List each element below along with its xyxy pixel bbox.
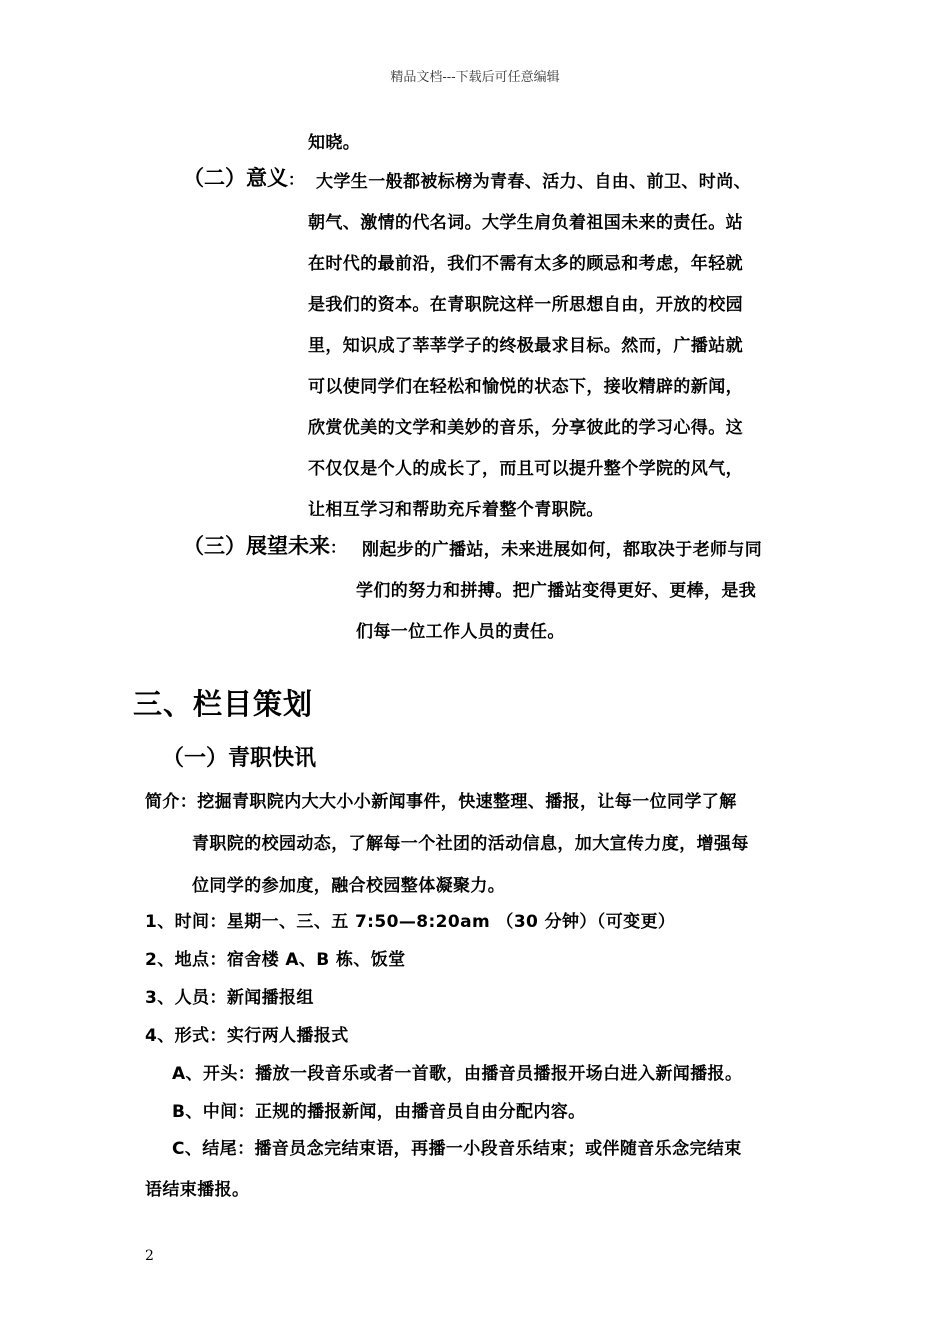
format-step: C、结尾：播音员念完结束语，再播一小段音乐结束；或伴随音乐念完结束	[172, 1139, 742, 1159]
list-item: 2、地点：宿舍楼 A、B 栋、饭堂	[145, 950, 406, 970]
page-number: 2	[145, 1248, 154, 1264]
future-line: 们每一位工作人员的责任。	[356, 622, 565, 642]
format-step: A、开头：播放一段音乐或者一首歌，由播音员播报开场白进入新闻播报。	[172, 1064, 743, 1084]
page-header: 精品文档---下载后可任意编辑	[390, 70, 560, 85]
meaning-line: 在时代的最前沿，我们不需有太多的顾忌和考虑，年轻就	[308, 254, 743, 274]
section-title: 三、栏目策划	[133, 687, 314, 721]
meaning-colon: ：	[288, 170, 305, 189]
meaning-line: 不仅仅是个人的成长了，而且可以提升整个学院的风气，	[308, 459, 743, 479]
intro-line: 位同学的参加度，融合校园整体凝聚力。	[192, 876, 506, 896]
subsection-title: （一）青职快讯	[162, 746, 317, 771]
continued-line: 知晓。	[308, 133, 361, 153]
future-line: 学们的努力和拼搏。把广播站变得更好、更棒，是我	[356, 581, 757, 601]
meaning-line: 可以使同学们在轻松和愉悦的状态下，接收精辟的新闻，	[308, 377, 743, 397]
intro-line: 简介：挖掘青职院内大大小小新闻事件，快速整理、播报，让每一位同学了解	[145, 792, 737, 812]
meaning-line: 欣赏优美的文学和美妙的音乐，分享彼此的学习心得。这	[308, 418, 743, 438]
future-line: 刚起步的广播站，未来进展如何，都取决于老师与同	[362, 540, 763, 560]
intro-line: 青职院的校园动态，了解每一个社团的活动信息，加大宣传力度，增强每	[192, 834, 749, 854]
future-colon: ：	[330, 538, 347, 557]
meaning-heading	[183, 162, 304, 192]
meaning-line: 大学生一般都被标榜为青春、活力、自由、前卫、时尚、	[316, 172, 751, 192]
meaning-line: 是我们的资本。在青职院这样一所思想自由，开放的校园	[308, 295, 743, 315]
meaning-line: 里，知识成了莘莘学子的终极最求目标。然而，广播站就	[308, 336, 743, 356]
list-item: 3、人员：新闻播报组	[145, 988, 314, 1008]
meaning-line: 让相互学习和帮助充斥着整个青职院。	[308, 500, 604, 520]
format-step: B、中间：正规的播报新闻，由播音员自由分配内容。	[172, 1102, 586, 1122]
future-label: （三）展望未来	[183, 534, 330, 558]
list-item: 4、形式：实行两人播报式	[145, 1026, 349, 1046]
meaning-line: 朝气、激情的代名词。大学生肩负着祖国未来的责任。站	[308, 213, 743, 233]
format-step-continued: 语结束播报。	[145, 1180, 250, 1200]
list-item: 1、时间：星期一、三、五 7:50—8:20am （30 分钟）（可变更）	[145, 912, 676, 932]
future-heading	[183, 530, 346, 560]
meaning-label: （二）意义	[183, 166, 288, 190]
